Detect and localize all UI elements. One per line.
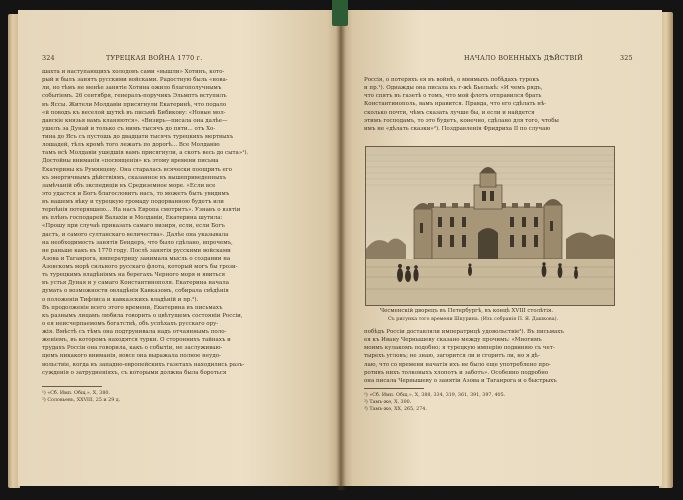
text-line: дастъ, и самого султанскаго величества». Далѣе она указывала bbox=[42, 231, 229, 238]
footnote: ²) Тамъ-же, X, 300. bbox=[364, 400, 412, 405]
footnote: ¹) «Сб. Имп. Общ.», X, 380. bbox=[42, 391, 110, 396]
text-line: женіемъ, въ которомъ находятся турки. О стороннихъ тайнахъ и bbox=[42, 337, 231, 344]
text-line: тина до Ясъ съ пустошь до двадцати тысячъ турецкихъ мертвыхъ bbox=[42, 134, 234, 140]
left-running-head: ТУРЕЦКАЯ ВОЙНА 1770 г. bbox=[106, 54, 203, 62]
left-body-text bbox=[42, 68, 312, 377]
text-line: къ разнымъ лицамъ любила говорить о цвѣтущемъ состояніи Россіи, bbox=[42, 312, 243, 319]
text-line: имъ не «дѣлать сказки»²). Поздравленія Фридриха II по случаю bbox=[364, 125, 551, 132]
text-line: ротивъ нихъ толковыхъ хлопотъ и заботъ». Особенно подробно bbox=[364, 369, 549, 376]
text-line: побѣдъ Россіи доставляли императрицѣ удовольствіе³). Въ письмахъ bbox=[364, 329, 564, 335]
book-gutter bbox=[336, 6, 346, 490]
text-line: «й поводъ къ веселой шуткѣ въ письмѣ Бибикову: «Новые мол- bbox=[42, 109, 226, 116]
text-line: въ нашемъ вѣку и турецкую громаду подорванною будетъ или bbox=[42, 199, 224, 205]
right-body-text-bottom bbox=[364, 328, 638, 385]
figure-caption-sub: Съ рисунка того времени Шкурина. (Изъ собранія П. Я. Дашкова). bbox=[388, 317, 558, 322]
text-line: рый и былъ занятъ русскими войсками. Радостную быль «нова- bbox=[42, 77, 228, 84]
text-line: Въ продолженіе всего этого времени, Екатерина въ письмахъ bbox=[42, 304, 223, 311]
right-page-number: 325 bbox=[620, 54, 633, 62]
text-line: къ энергичнымъ дѣйствіямъ, сказанное въ вышеприведенныхъ bbox=[42, 174, 227, 181]
text-line: думать о возможности овладѣнія Кавказомъ, собирала свѣдѣнія bbox=[42, 288, 229, 295]
text-line: и пр.¹). Однажды она писала къ г-жѣ Бьелькѣ: «И чемъ рядъ, bbox=[364, 85, 543, 92]
footnote: ³) Тамъ-же, XX, 265, 274. bbox=[364, 407, 427, 412]
text-line: вольствіе, когда въ западно-европейскихъ газетахъ находились разъ- bbox=[42, 361, 245, 368]
right-footnote-rule bbox=[364, 388, 424, 389]
chesme-palace-illustration bbox=[365, 146, 615, 306]
text-line: «Прошу при случаѣ приказать самаго визиря, если, если Богъ bbox=[42, 223, 225, 230]
figure-caption-main: Чесменскій дворецъ въ Петербургѣ, въ концѣ XVIII столѣтія. bbox=[380, 308, 554, 314]
text-line: сужденія о затрудненіяхъ, съ которыми должна была бороться bbox=[42, 369, 227, 376]
text-line: давскіе князья вамъ кланяются». «Визирь—писала она далѣе— bbox=[42, 117, 228, 124]
text-line: въ плѣнъ господарей Валахіи и Молдавіи, Екатерина шутила: bbox=[42, 215, 223, 222]
text-line: ли, но тѣмъ не менѣе занятіе Хотина ожило благополучнымъ bbox=[42, 85, 222, 92]
text-line: трудахъ Россіи она говорила, какъ о событіи, не заслуживаю- bbox=[42, 345, 223, 352]
text-line: лошадей, тѣлъ кромѣ того лежатъ по дорогѣ... Все Молдавію bbox=[42, 142, 220, 149]
text-line: замѣчаній объ экспедиціи въ Средиземное море. «Если все bbox=[42, 182, 216, 189]
text-line: тамъ всѣ Молдавіи ушедшія вамъ присягнули, а скотъ весь до сыта»¹). bbox=[42, 150, 249, 157]
text-line: Екатерины къ Румянцеву. Она старалась всячески поощрить его bbox=[42, 166, 232, 173]
text-line: Азовскомъ морѣ сильного русскаго флота, который могъ бы грози- bbox=[42, 264, 238, 270]
text-line: она писала Чернышеву о занятіи Азова и Таганрога и о быстрыхъ bbox=[364, 377, 557, 384]
text-line: о положеніи Тифлиса и кавказскихъ владѣній и пр.²). bbox=[42, 296, 199, 303]
text-line: терпѣнія потерявшею... На насъ Европа смотритъ». Узнавъ о взятіи bbox=[42, 207, 241, 214]
text-line: не раньше какъ въ 1770 году. Послѣ занятія русскими войсками bbox=[42, 247, 231, 254]
left-footnotes bbox=[42, 390, 120, 404]
text-line: лаю, что со времени начатія ихъ не было еще употреблено про- bbox=[364, 361, 551, 368]
text-line: Азова и Таганрога, императрицу занимала мысль о создании на bbox=[42, 255, 231, 262]
palace-engraving bbox=[366, 147, 614, 305]
text-line: въ устья Дуная и у самаго Константинополя. Екатерина начала bbox=[42, 280, 230, 287]
text-line: тырехъ угловъ; не знаю, загорится ли и сгоритъ ли, но я дѣ- bbox=[364, 353, 540, 360]
footnote: ¹) «Сб. Имп. Общ.», X, 388, 334, 319, 361, 391, 397, 405. bbox=[364, 393, 506, 398]
text-line: ть турецкимъ владѣніямъ на берегахъ Черного моря и явиться bbox=[42, 272, 226, 279]
text-line: событіемъ. 26 сентября, генералъ-поручикъ Эльмптъ вступилъ bbox=[42, 93, 227, 100]
bookmark-ribbon bbox=[332, 0, 348, 26]
text-line: Константинополь, вамъ нравится. Правда, что его сдѣлать нѣ- bbox=[364, 101, 547, 108]
footnote: ²) Соловьевъ, XXVIII, 25 и 29 д. bbox=[42, 398, 121, 403]
left-page-number: 324 bbox=[42, 54, 55, 62]
text-line: моимъ кулакомъ подобно; я турецкую имперію подвиняю съ чет- bbox=[364, 345, 555, 352]
text-line: ушелъ за Дунай и только съ нимъ тысячъ до пяти... отъ Хо- bbox=[42, 125, 216, 132]
right-footnotes bbox=[364, 392, 505, 413]
right-page bbox=[340, 10, 662, 486]
text-line: это удастся и Богъ благословитъ насъ, то можетъ быть увидимъ bbox=[42, 190, 230, 197]
text-line: этимъ господамъ, то это будетъ, конечно, сдѣлано для того, чтобы bbox=[364, 117, 559, 124]
text-line: Россія, о потеряхъ ея въ войнѣ, о мнимыхъ побѣдахъ турокъ bbox=[364, 77, 540, 83]
text-line: въ Яссы. Жители Молдавіи присягнули Екатеринѣ, что подало bbox=[42, 101, 227, 108]
text-line: щемъ никакого вниманія, вовсе она выражала полное неудо- bbox=[42, 353, 221, 360]
text-line: на необходимость занятія Бендеръ, что было сдѣлано, впрочемъ, bbox=[42, 239, 233, 246]
right-body-text-top bbox=[364, 76, 638, 133]
right-running-head: НАЧАЛО ВОЕННЫХЪ ДѢЙСТВІЙ bbox=[464, 54, 583, 62]
text-line: шахта и наступающихъ холодовъ сами «вышли» Хотинъ, кото- bbox=[42, 69, 225, 75]
text-line: сколько почти, чѣмъ сказать лучше бы, и если и найдется bbox=[364, 109, 535, 116]
text-line: Достойны вниманія «посвященія» къ этому времени письма bbox=[42, 158, 219, 165]
text-line: о ея неисчерпаемомъ богатствѣ, объ успѣхахъ русскаго ору- bbox=[42, 320, 219, 327]
text-line: ея къ Ивану Чернышеву сказано между прочимъ: «Многимъ bbox=[364, 337, 542, 344]
left-page bbox=[18, 10, 340, 486]
text-line: жія. Вмѣстѣ съ тѣмъ она подтрунивала надъ отчаяннымъ поло- bbox=[42, 329, 227, 335]
text-line: что спятъ въ газетѣ о томъ, что мой флотъ отправился брать bbox=[364, 93, 542, 100]
left-footnote-rule bbox=[42, 386, 102, 387]
